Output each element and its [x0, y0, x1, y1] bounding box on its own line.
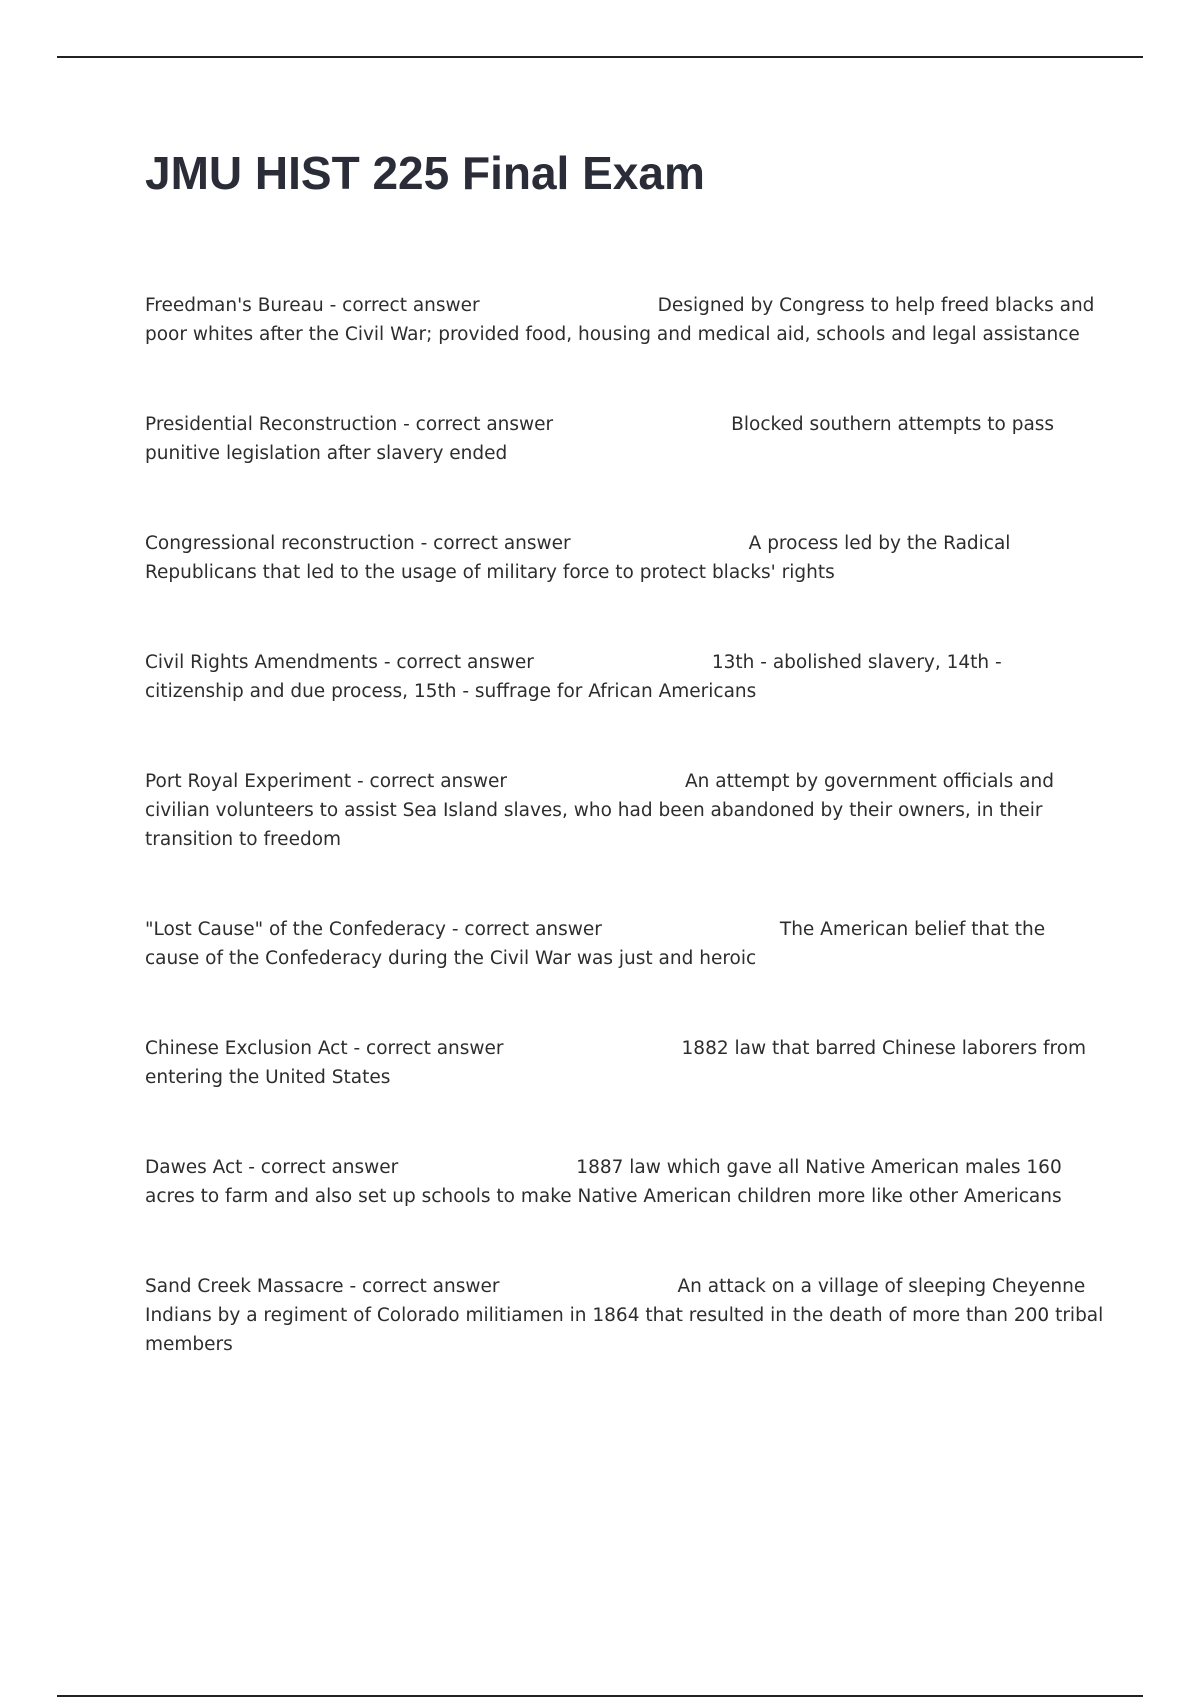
flashcard-separator: - correct answer [343, 1276, 500, 1297]
flashcard-term: Freedman's Bureau [145, 295, 324, 316]
flashcard-answer: Blocked southern attempts to pass punitive legislation after slavery ended [145, 414, 1055, 464]
flashcard-term: Sand Creek Massacre [145, 1276, 344, 1297]
flashcard-answer: An attempt by government officials and civilian volunteers to assist Sea Island slaves, who had been abandoned by their owners, in their transition to freedom [145, 771, 1054, 850]
flashcard-answer: A process led by the Radical Republicans that led to the usage of military force to protect blacks' rights [145, 533, 1011, 583]
flashcard-answer: The American belief that the cause of the Confederacy during the Civil War was just and heroic [145, 919, 1046, 969]
flashcard-separator: - correct answer [377, 652, 534, 673]
flashcard-entry [145, 1153, 1105, 1211]
flashcard-entry [145, 648, 1105, 706]
flashcard-answer: 1887 law which gave all Native American males 160 acres to farm and also set up schools to make Native American children more like other Americans [145, 1157, 1062, 1207]
flashcard-separator: - correct answer [242, 1157, 399, 1178]
flashcard-term: Presidential Reconstruction [145, 414, 398, 435]
flashcard-answer: 1882 law that barred Chinese laborers from entering the United States [145, 1038, 1087, 1088]
flashcard-answer: 13th - abolished slavery, 14th - citizenship and due process, 15th - suffrage for African Americans [145, 652, 1002, 702]
top-rule [57, 56, 1143, 58]
flashcard-entry [145, 767, 1105, 854]
flashcard-list [145, 291, 1105, 1420]
flashcard-separator: - correct answer [445, 919, 602, 940]
flashcard-entry [145, 529, 1105, 587]
flashcard-answer: Designed by Congress to help freed blacks and poor whites after the Civil War; provided food, housing and medical aid, schools and legal assistance [145, 295, 1095, 345]
flashcard-term: Civil Rights Amendments [145, 652, 378, 673]
flashcard-entry [145, 291, 1105, 349]
bottom-rule [57, 1695, 1143, 1697]
flashcard-answer: An attack on a village of sleeping Cheyenne Indians by a regiment of Colorado militiamen in 1864 that resulted in the death of more than 200 tribal members [145, 1276, 1104, 1355]
page-title: JMU HIST 225 Final Exam [145, 147, 705, 199]
flashcard-term: Port Royal Experiment [145, 771, 352, 792]
flashcard-entry [145, 1034, 1105, 1092]
flashcard-separator: - correct answer [414, 533, 571, 554]
flashcard-separator: - correct answer [323, 295, 480, 316]
flashcard-separator: - correct answer [397, 414, 554, 435]
flashcard-separator: - correct answer [347, 1038, 504, 1059]
flashcard-entry [145, 915, 1105, 973]
flashcard-entry [145, 1272, 1105, 1359]
flashcard-separator: - correct answer [351, 771, 508, 792]
flashcard-term: Chinese Exclusion Act [145, 1038, 348, 1059]
flashcard-term: "Lost Cause" of the Confederacy [145, 919, 446, 940]
flashcard-term: Congressional reconstruction [145, 533, 415, 554]
flashcard-entry [145, 410, 1105, 468]
flashcard-term: Dawes Act [145, 1157, 243, 1178]
